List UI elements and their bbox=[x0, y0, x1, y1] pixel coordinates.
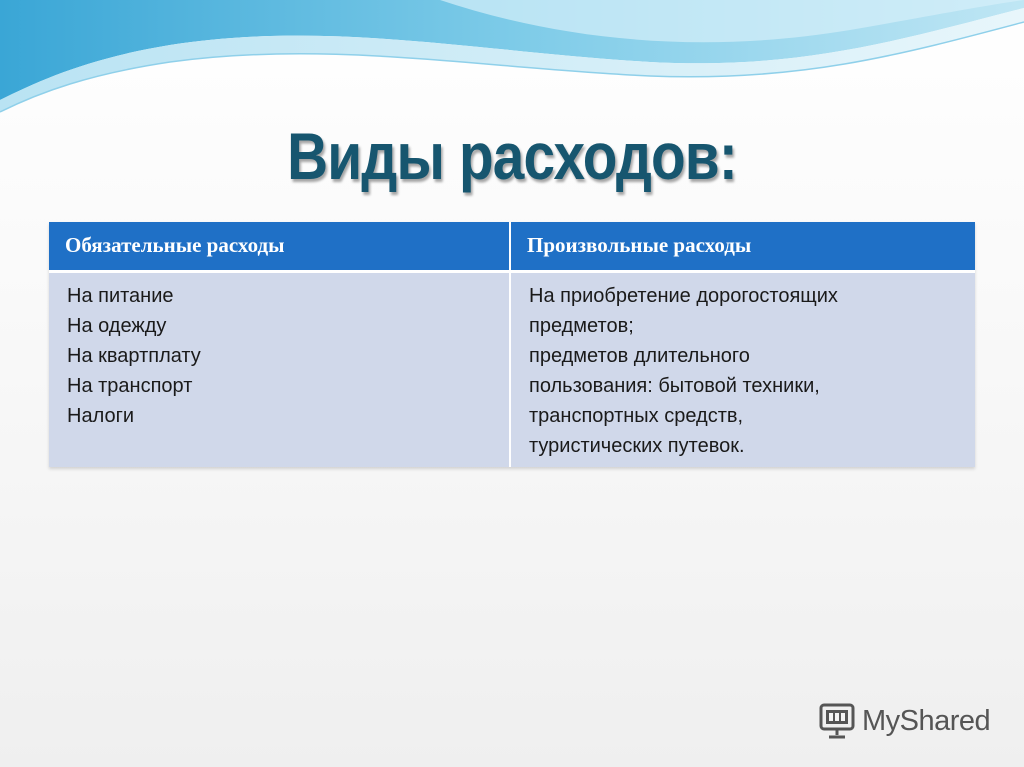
text-line: транспортных средств, bbox=[529, 405, 744, 427]
list-item: Налоги bbox=[67, 405, 135, 427]
cell-mandatory-list bbox=[49, 272, 510, 468]
list-item: На транспорт bbox=[67, 375, 193, 397]
myshared-logo-text: MyShared bbox=[862, 704, 991, 737]
myshared-watermark bbox=[818, 699, 990, 743]
table-header-row bbox=[49, 222, 975, 272]
text-line: предметов; bbox=[529, 315, 634, 337]
expenses-table bbox=[49, 222, 975, 467]
header-discretionary-expenses: Произвольные расходы bbox=[510, 222, 975, 272]
text-line: туристических путевок. bbox=[529, 435, 745, 457]
cell-discretionary-text bbox=[510, 272, 975, 468]
text-line: На приобретение дорогостоящих bbox=[529, 285, 838, 307]
text-line: пользования: бытовой техники, bbox=[529, 375, 820, 397]
list-item: На одежду bbox=[67, 315, 167, 337]
header-mandatory-expenses: Обязательные расходы bbox=[49, 222, 510, 272]
text-line: предметов длительного bbox=[529, 345, 750, 367]
table-row bbox=[49, 272, 975, 468]
list-item: На квартплату bbox=[67, 345, 201, 367]
list-item: На питание bbox=[67, 285, 174, 307]
myshared-logo-icon bbox=[818, 701, 856, 741]
slide-title: Виды расходов: bbox=[287, 119, 737, 193]
